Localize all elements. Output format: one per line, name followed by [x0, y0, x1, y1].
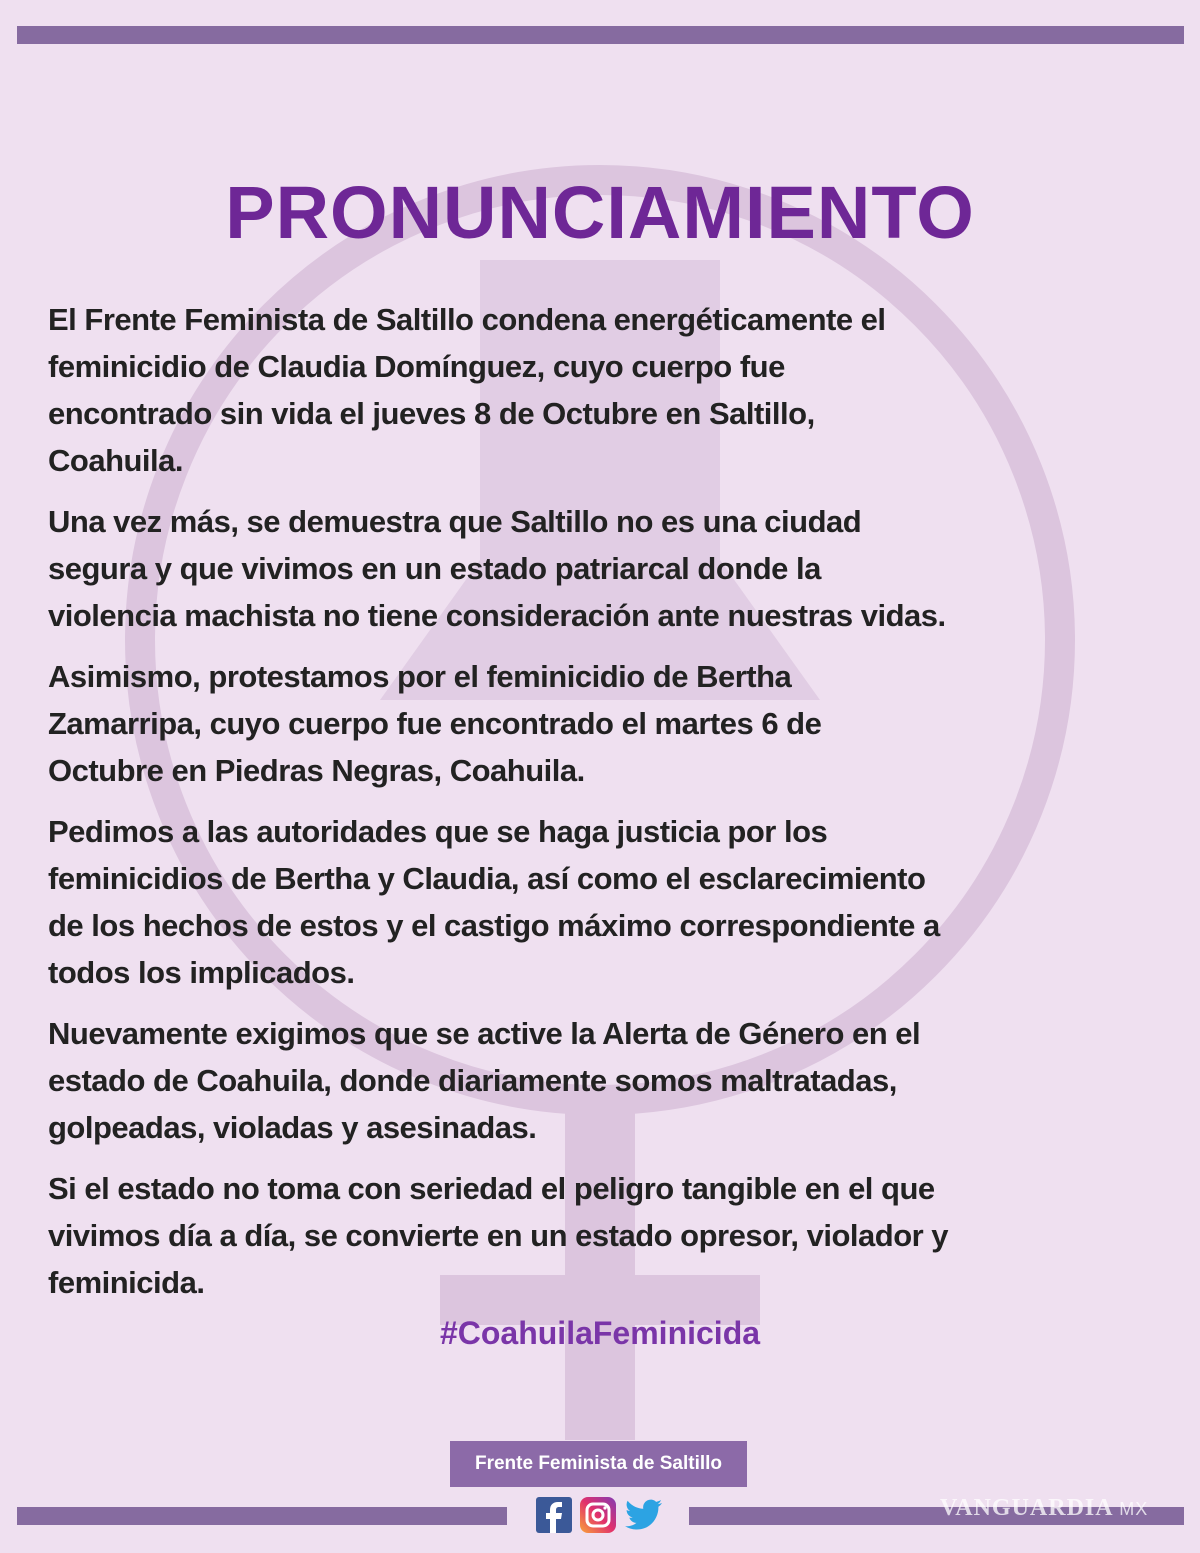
twitter-icon[interactable] [624, 1497, 660, 1533]
instagram-icon[interactable] [580, 1497, 616, 1533]
paragraph-line: Una vez más, se demuestra que Saltillo no es una ciudad [48, 504, 862, 539]
paragraph-line: de los hechos de estos y el castigo máximo correspondiente a [48, 908, 940, 943]
facebook-icon[interactable] [536, 1497, 572, 1533]
signature-badge: Frente Feminista de Saltillo [450, 1441, 747, 1487]
vanguardia-watermark [940, 1495, 1148, 1522]
paragraph [48, 1010, 1168, 1151]
paragraph [48, 1165, 1168, 1306]
paragraph-line: Si el estado no toma con seriedad el peligro tangible en el que [48, 1171, 935, 1206]
paragraph-line: Octubre en Piedras Negras, Coahuila. [48, 753, 585, 788]
paragraph-line: feminicida. [48, 1265, 205, 1300]
paragraph-line: golpeadas, violadas y asesinadas. [48, 1110, 537, 1145]
paragraph [48, 498, 1168, 639]
paragraph-line: Nuevamente exigimos que se active la Alerta de Género en el [48, 1016, 921, 1051]
paragraph-line: vivimos día a día, se convierte en un estado opresor, violador y [48, 1218, 949, 1253]
paragraph-line: todos los implicados. [48, 955, 355, 990]
paragraph [48, 296, 1168, 484]
paragraph-line: estado de Coahuila, donde diariamente somos maltratadas, [48, 1063, 897, 1098]
paragraph-line: Zamarripa, cuyo cuerpo fue encontrado el martes 6 de [48, 706, 822, 741]
bottom-bar-left [17, 1507, 507, 1525]
statement-body [48, 296, 1168, 1306]
watermark-text: VANGUARDIA [940, 1495, 1113, 1521]
paragraph-line: El Frente Feminista de Saltillo condena energéticamente el [48, 302, 886, 337]
watermark-suffix: MX [1119, 1499, 1149, 1519]
paragraph-line: Pedimos a las autoridades que se haga justicia por los [48, 814, 828, 849]
paragraph [48, 808, 1168, 996]
paragraph [48, 653, 1168, 794]
top-bar [17, 26, 1184, 44]
page-title: PRONUNCIAMIENTO [225, 171, 975, 254]
paragraph-line: Coahuila. [48, 443, 184, 478]
paragraph-line: segura y que vivimos en un estado patriarcal donde la [48, 551, 821, 586]
paragraph-line: Asimismo, protestamos por el feminicidio de Bertha [48, 659, 792, 694]
paragraph-line: feminicidio de Claudia Domínguez, cuyo cuerpo fue [48, 349, 785, 384]
paragraph-line: feminicidios de Bertha y Claudia, así como el esclarecimiento [48, 861, 926, 896]
social-icons [536, 1497, 660, 1533]
paragraph-line: violencia machista no tiene consideración ante nuestras vidas. [48, 598, 946, 633]
paragraph-line: encontrado sin vida el jueves 8 de Octubre en Saltillo, [48, 396, 815, 431]
hashtag: #CoahuilaFeminicida [439, 1315, 761, 1351]
